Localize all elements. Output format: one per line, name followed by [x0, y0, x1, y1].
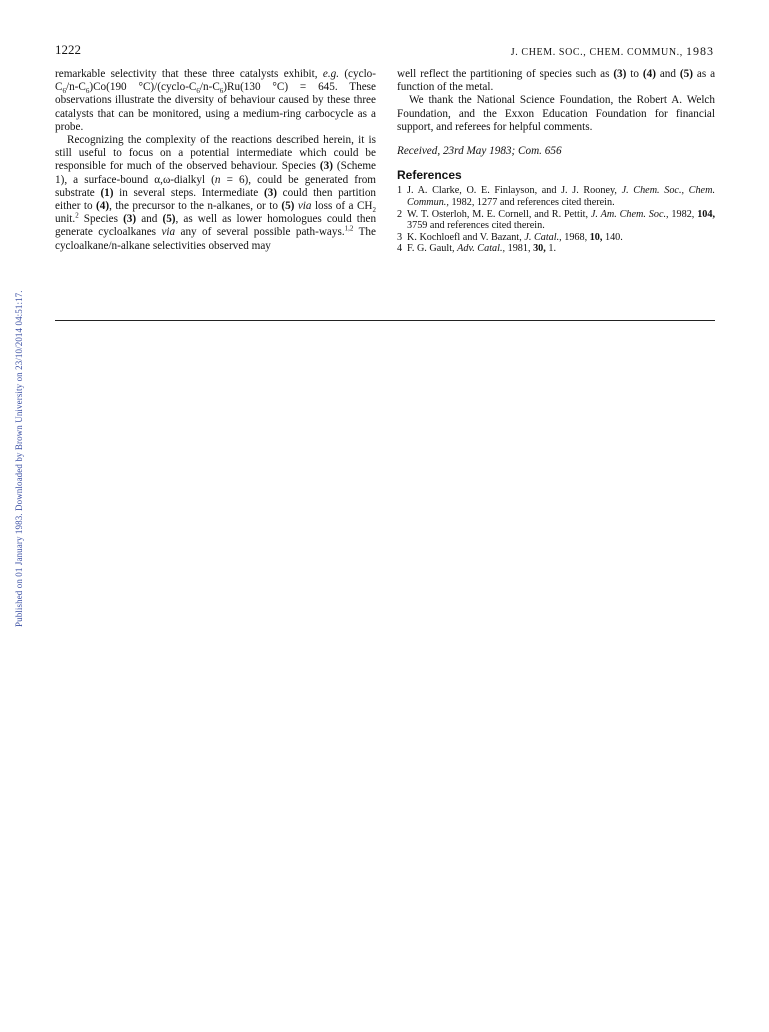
text: and	[659, 68, 676, 80]
ref-journal: J. Chem. Soc., Chem. Commun.,	[407, 185, 715, 209]
ref-pages: 1.	[548, 243, 556, 255]
compound-ref: (3)	[123, 213, 137, 226]
ref-year: 1968,	[564, 231, 588, 243]
subscript: 2	[372, 206, 376, 215]
reference-number: 2	[397, 208, 403, 220]
compound-ref: (4)	[96, 200, 110, 213]
reference-item	[397, 209, 715, 232]
journal-year: 1983	[686, 44, 714, 58]
download-provenance-note: Published on 01 January 1983. Downloaded by Brown University on 23/10/2014 04:51:17.	[14, 290, 24, 627]
ref-journal: J. Am. Chem. Soc.,	[590, 208, 669, 220]
reference-text	[407, 185, 715, 208]
ref-volume: 30,	[533, 243, 546, 255]
reference-list	[397, 185, 715, 255]
reference-number: 3	[397, 231, 403, 243]
ref-volume: 104,	[697, 208, 716, 220]
text: (cyclo-C	[55, 68, 376, 94]
ref-year: 1982,	[451, 197, 475, 209]
ref-authors: F. G. Gault,	[407, 243, 455, 255]
paragraph-intermediate	[55, 134, 376, 253]
journal-name: J. CHEM. SOC., CHEM. COMMUN.,	[510, 47, 683, 58]
eg-italic: e.g.	[322, 68, 340, 80]
received-date: Received, 23rd May 1983; Com. 656	[397, 145, 562, 158]
compound-ref: (4)	[642, 68, 656, 80]
acknowledgement: We thank the National Science Foundation, the Robert A. Welch Foundation, and the Exxon Education Foundation for financial support, and referees for helpful comments.	[397, 94, 715, 133]
compound-ref: (1)	[100, 186, 114, 199]
ref-volume: 10,	[589, 231, 603, 243]
reference-number: 1	[397, 185, 403, 197]
compound-ref: (5)	[281, 200, 295, 213]
paragraph-selectivity	[55, 68, 376, 134]
citation-superscript: 1,2	[344, 224, 354, 233]
right-column	[397, 68, 715, 255]
ref-authors: K. Kochloefl and V. Bazant,	[407, 231, 522, 243]
ref-pages: 1277 and references cited therein.	[476, 197, 615, 209]
references-heading: References	[397, 168, 462, 183]
subscript: 6	[219, 87, 224, 96]
text: Recognizing the complexity of the reactions described herein, it is still useful to focus on a potential intermediate which could be responsible for much of the observed behaviour. Species	[55, 134, 376, 173]
text: Species	[83, 213, 118, 226]
bottom-rule	[55, 320, 715, 321]
subscript: 6	[196, 87, 200, 96]
ref-year: 1982,	[671, 208, 695, 220]
text: any of several possible path-ways.	[180, 226, 345, 239]
subscript: 6	[62, 87, 66, 96]
left-column	[55, 68, 376, 253]
reference-number: 4	[397, 243, 403, 255]
text: well reflect the partitioning of species such as	[397, 68, 610, 80]
text: )Co(190 °C)/(cyclo-C	[89, 81, 197, 94]
text: unit.	[55, 213, 76, 226]
ref-journal: J. Catal.,	[524, 231, 562, 243]
text: in several steps. Intermediate	[119, 186, 259, 199]
reference-text	[407, 243, 715, 255]
ref-journal: Adv. Catal.,	[457, 243, 506, 255]
via-italic: via	[161, 226, 176, 239]
reference-text	[407, 232, 715, 244]
text: remarkable selectivity that these three catalysts exhibit,	[55, 68, 318, 80]
compound-ref: (3)	[263, 186, 277, 199]
ref-pages: 140.	[604, 231, 623, 243]
text: and	[141, 213, 158, 226]
text: (Scheme 1), a surface-bound α,ω-dialkyl (	[55, 160, 377, 186]
ref-authors: J. A. Clarke, O. E. Finlayson, and J. J. Rooney,	[407, 185, 617, 197]
text: = 6), could be generated from substrate	[55, 173, 376, 199]
reference-item	[397, 232, 715, 244]
running-head	[511, 44, 714, 59]
variable-n: n	[214, 173, 221, 186]
subscript: 6	[85, 87, 90, 96]
paragraph-continuation	[397, 68, 715, 94]
text: loss of a CH	[314, 200, 373, 213]
text: to	[630, 68, 639, 80]
text: /n-C	[199, 81, 220, 94]
compound-ref: (3)	[319, 160, 333, 173]
text: could then partition either to	[55, 186, 377, 213]
text: , as well as lower homologues could then generate cycloalkanes	[55, 213, 377, 239]
reference-item	[397, 185, 715, 208]
text: The cycloalkane/n-alkane selectivities observed may	[55, 226, 376, 252]
citation-superscript: 2	[75, 211, 79, 220]
text: )Ru(130 °C) = 645. These observations illustrate the diversity of behaviour caused by these three catalysts that can be monitored, using a medium-ring carbocycle as a probe.	[55, 81, 376, 133]
text: , the precursor to the n-alkanes, or to	[109, 200, 278, 213]
ref-pages: 3759 and references cited therein.	[407, 220, 545, 232]
compound-ref: (5)	[679, 68, 693, 80]
page-number: 1222	[55, 42, 81, 57]
reference-text	[407, 209, 715, 232]
ref-year: 1981,	[507, 243, 531, 255]
ref-authors: W. T. Osterloh, M. E. Cornell, and R. Pettit,	[407, 208, 589, 220]
text: as a function of the metal.	[397, 68, 716, 94]
via-italic: via	[297, 200, 312, 213]
text: /n-C	[65, 81, 86, 94]
reference-item	[397, 243, 715, 255]
compound-ref: (3)	[613, 68, 627, 80]
compound-ref: (5)	[162, 213, 176, 226]
